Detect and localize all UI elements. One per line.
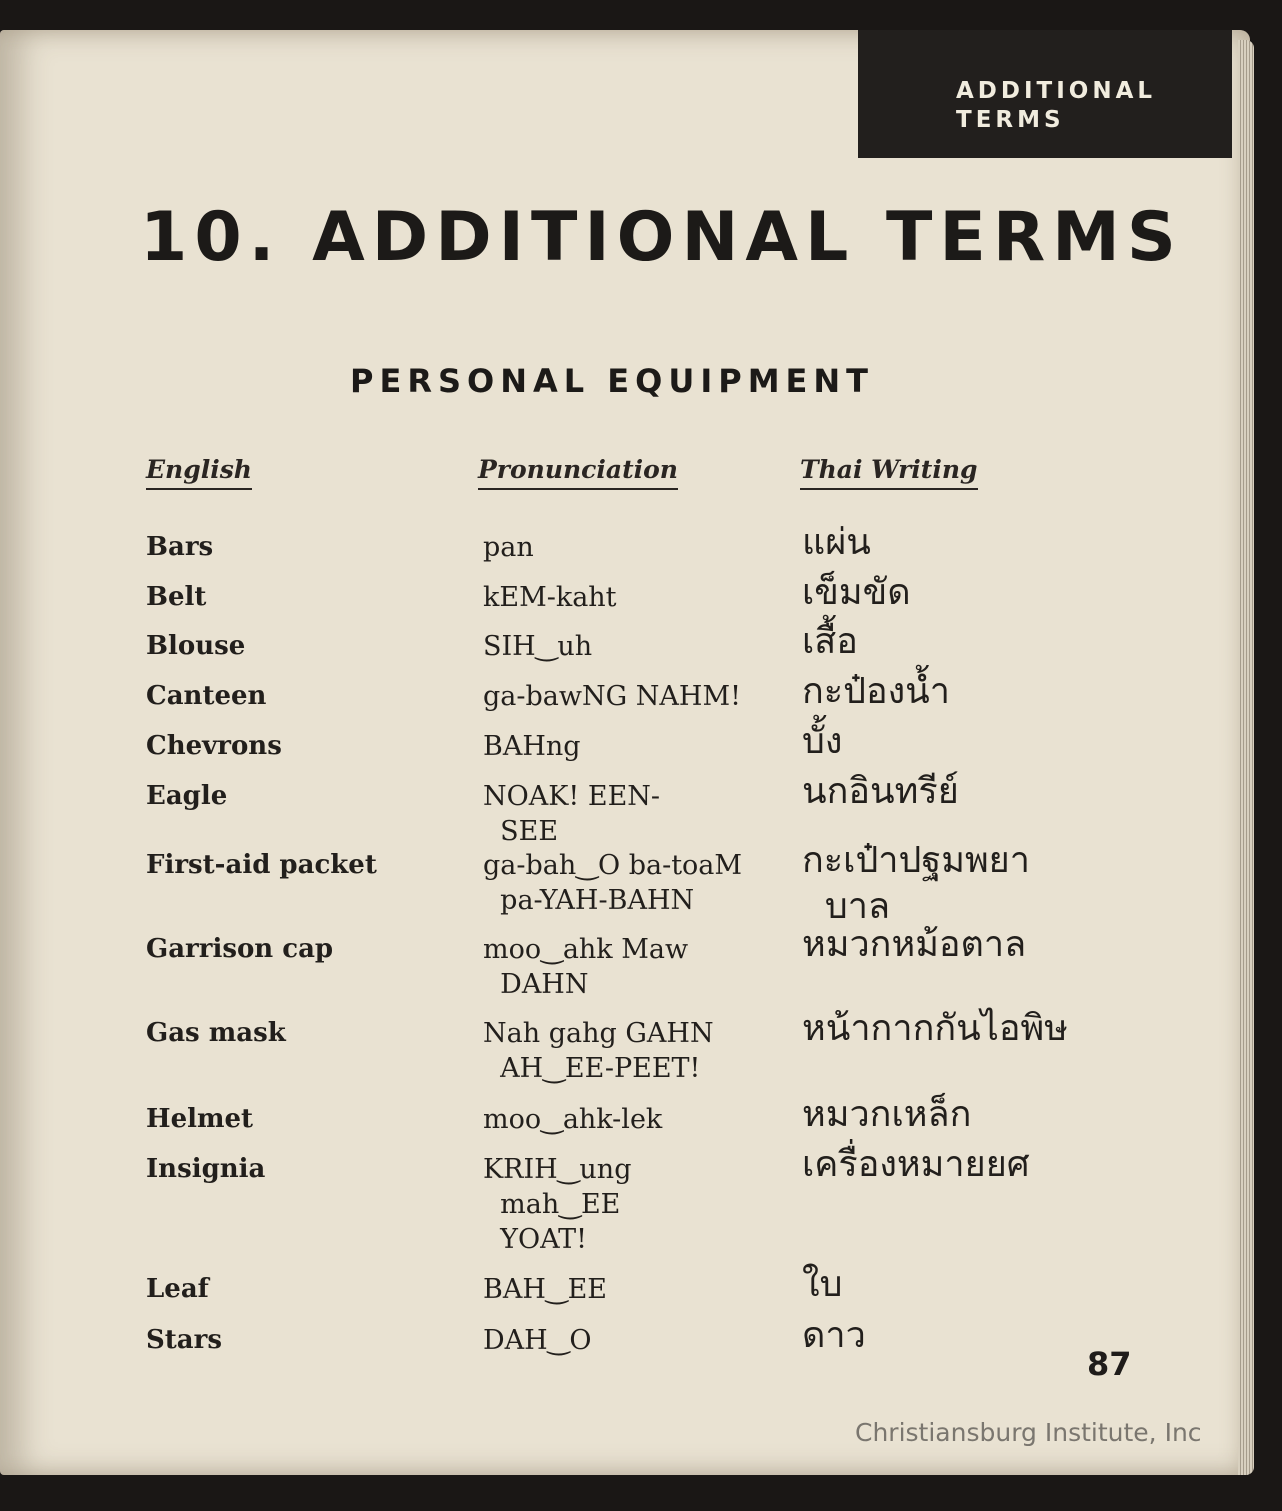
pronunciation: Nah gahg GAHN AH‿EE-PEET! — [483, 1018, 714, 1084]
english-term: Garrison cap — [146, 934, 334, 964]
pronunciation: KRIH‿ung mah‿EE YOAT! — [483, 1154, 632, 1255]
column-header-thai: Thai Writing — [800, 455, 978, 490]
section-tab-line1: ADDITIONAL — [956, 78, 1157, 104]
english-term: Insignia — [146, 1154, 266, 1184]
thai-writing: หน้ากากกันไอพิษ — [802, 1008, 1068, 1049]
thai-writing: ดาว — [802, 1315, 866, 1356]
pronunciation: kEM-kaht — [483, 582, 617, 613]
pronunciation: BAH‿EE — [483, 1274, 608, 1305]
thai-writing: เข็มขัด — [802, 572, 911, 613]
section-tab-line2: TERMS — [956, 107, 1065, 133]
pronunciation: pan — [483, 532, 534, 563]
english-term: Bars — [146, 532, 214, 562]
thai-writing: กะเป๋าปฐมพยา บาล — [802, 840, 1030, 927]
thai-writing: หมวกหม้อตาล — [802, 924, 1027, 965]
chapter-title: 10. ADDITIONAL TERMS — [140, 198, 1183, 277]
section-title: PERSONAL EQUIPMENT — [350, 362, 874, 400]
english-term: Leaf — [146, 1274, 209, 1304]
english-term: Helmet — [146, 1104, 254, 1134]
english-term: Canteen — [146, 681, 267, 711]
english-term: Belt — [146, 582, 207, 612]
english-term: Blouse — [146, 631, 246, 661]
english-term: Eagle — [146, 781, 228, 811]
english-term: Chevrons — [146, 731, 282, 761]
thai-writing: ใบ — [802, 1264, 843, 1305]
pronunciation: NOAK! EEN- SEE — [483, 781, 661, 847]
pronunciation: DAH‿O — [483, 1325, 592, 1356]
page-edge — [1238, 40, 1254, 1475]
pronunciation: SIH‿uh — [483, 631, 593, 662]
thai-writing: เครื่องหมายยศ — [802, 1144, 1030, 1185]
thai-writing: แผ่น — [802, 522, 871, 563]
thai-writing: กะป๋องน้ำ — [802, 671, 951, 712]
column-header-pronunciation: Pronunciation — [478, 455, 678, 490]
pronunciation: BAHng — [483, 731, 581, 762]
pronunciation: moo‿ahk-lek — [483, 1104, 663, 1135]
english-term: First-aid packet — [146, 850, 377, 880]
thai-writing: เสื้อ — [802, 621, 858, 662]
pronunciation: ga-bawNG NAHM! — [483, 681, 741, 712]
pronunciation: moo‿ahk Maw DAHN — [483, 934, 689, 1000]
thai-writing: นกอินทรีย์ — [802, 771, 959, 812]
pronunciation: ga-bah‿O ba-toaM pa-YAH-BAHN — [483, 850, 743, 916]
watermark: Christiansburg Institute, Inc — [855, 1418, 1202, 1447]
thai-writing: หมวกเหล็ก — [802, 1094, 972, 1135]
page-number: 87 — [1087, 1345, 1132, 1383]
section-tab — [858, 30, 1232, 158]
thai-writing: บั้ง — [802, 721, 843, 762]
english-term: Gas mask — [146, 1018, 286, 1048]
english-term: Stars — [146, 1325, 222, 1355]
column-header-english: English — [146, 455, 252, 490]
